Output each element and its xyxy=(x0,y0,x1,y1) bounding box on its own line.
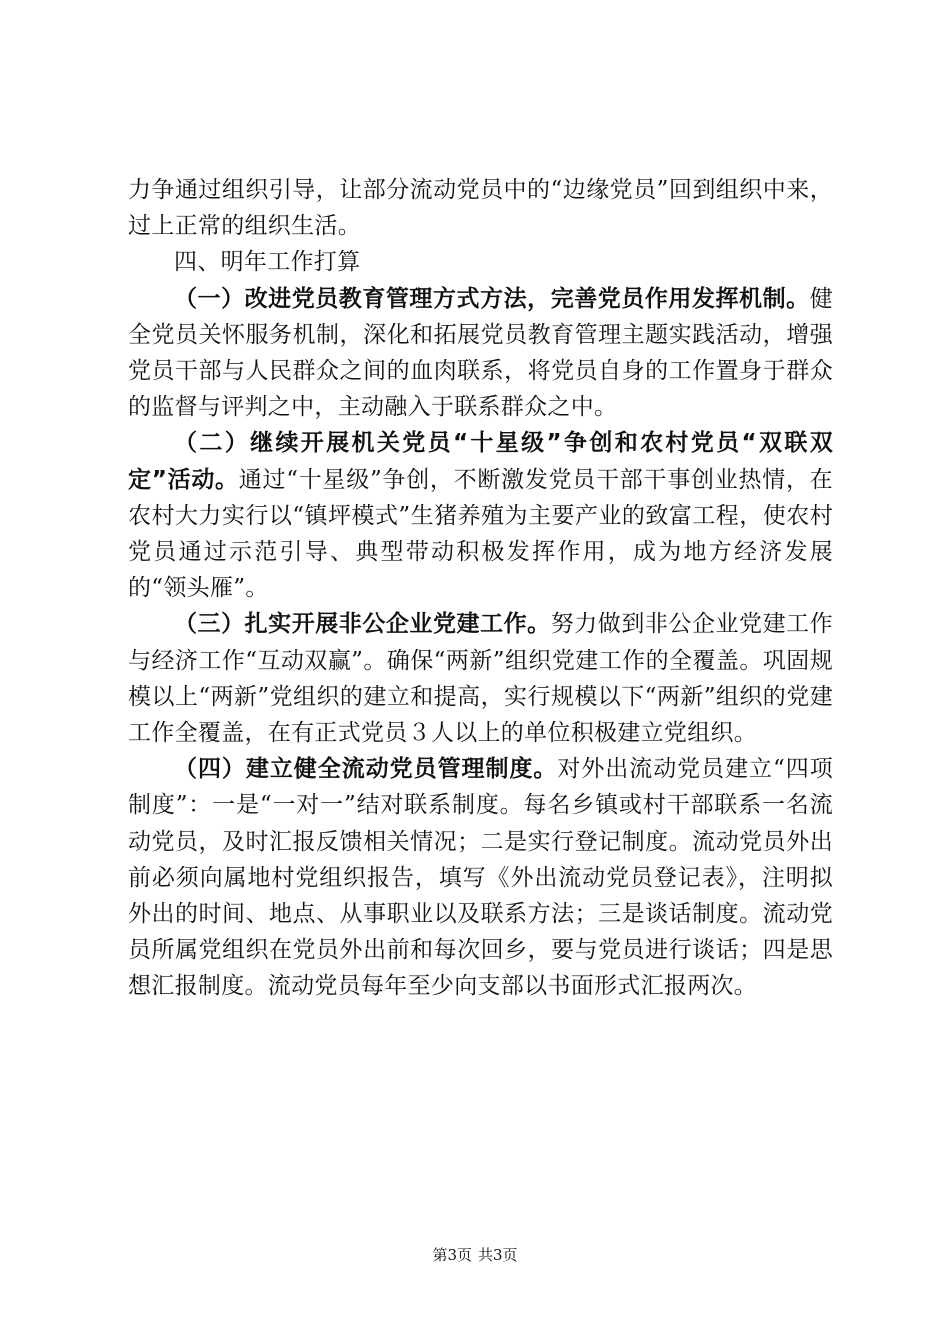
intro-paragraph: 力争通过组织引导，让部分流动党员中的“边缘党员”回到组织中来，过上正常的组织生活。 xyxy=(128,177,833,240)
page-footer xyxy=(0,1244,950,1265)
item-paragraph-3 xyxy=(128,606,833,751)
item-title-4: （四）建立健全流动党员管理制度。 xyxy=(174,756,558,783)
page-total: 共3页 xyxy=(478,1246,518,1264)
item-title-1: （一）改进党员教育管理方式方法，完善党员作用发挥机制。 xyxy=(174,285,810,312)
item-paragraph-2 xyxy=(128,425,833,606)
item-body-1: 健全党员关怀服务机制，深化和拓展党员教育管理主题实践活动，增强党员干部与人民群众之间的血肉联系，将党员自身的工作置身于群众的监督与评判之中，主动融入于联系群众之中。 xyxy=(128,285,833,421)
item-body-3: 努力做到非公企业党建工作与经济工作“互动双赢”。确保“两新”组织党建工作的全覆盖。巩固规模以上“两新”党组织的建立和提高，实行规模以下“两新”组织的党建工作全覆盖，在有正式党员３人以上的单位积极建立党组织。 xyxy=(128,611,833,747)
item-paragraph-1 xyxy=(128,281,833,426)
section-heading: 四、明年工作打算 xyxy=(174,249,361,276)
item-title-3: （三）扎实开展非公企业党建工作。 xyxy=(174,611,551,638)
item-title-2: （二）继续开展机关党员“十星级”争创和农村党员“双联双定”活动。 xyxy=(128,430,833,493)
document-body xyxy=(128,172,833,1005)
item-paragraph-4 xyxy=(128,751,833,1004)
item-body-2: 通过“十星级”争创，不断激发党员干部干事创业热情，在农村大力实行以“镇坪模式”生猪养殖为主要产业的致富工程，使农村党员通过示范引导、典型带动积极发挥作用，成为地方经济发展的“领头雁”。 xyxy=(128,466,833,602)
item-body-4: 对外出流动党员建立“四项制度”：一是“一对一”结对联系制度。每名乡镇或村干部联系一名流动党员，及时汇报反馈相关情况；二是实行登记制度。流动党员外出前必须向属地村党组织报告，填写《外出流动党员登记表》，注明拟外出的时间、地点、从事职业以及联系方法；三是谈话制度。流动党员所属党组织在党员外出前和每次回乡，要与党员进行谈话；四是思想汇报制度。流动党员每年至少向支部以书面形式汇报两次。 xyxy=(128,756,833,1000)
page-number: 第3页 xyxy=(432,1246,472,1264)
